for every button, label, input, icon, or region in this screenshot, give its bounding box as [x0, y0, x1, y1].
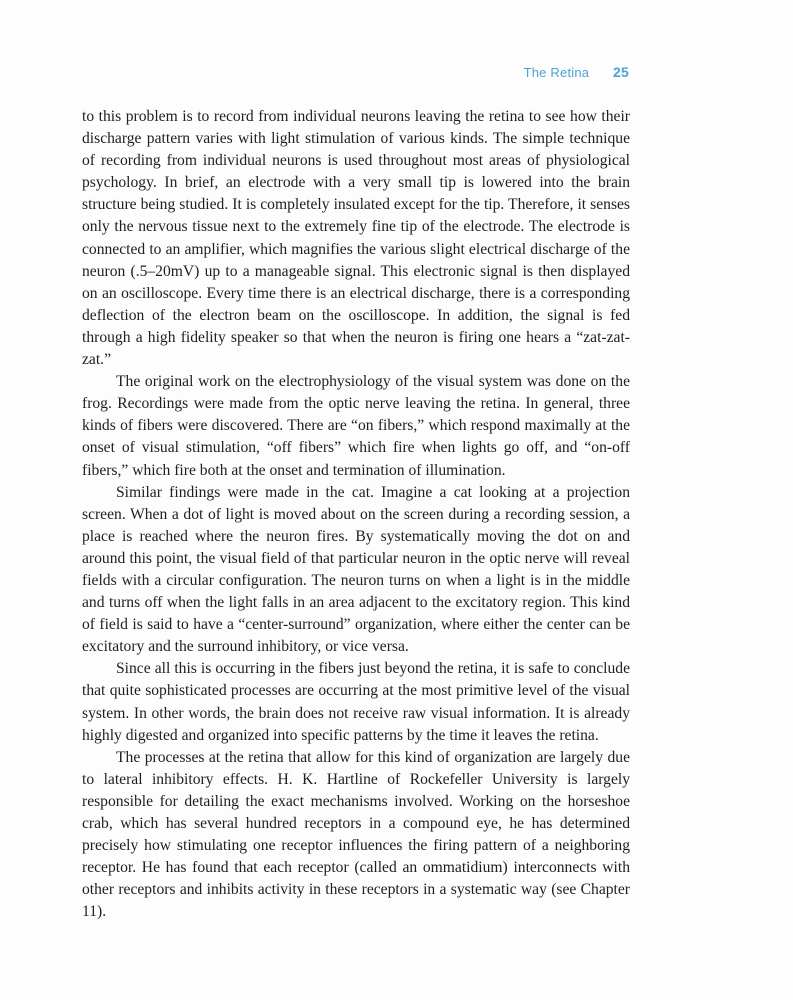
paragraph-lateral-inhibition: The processes at the retina that allow for this kind of organization are largely due to lateral inhibitory effects. H. K. Hartline of Rockefeller University is largely responsible for detailing the exact mechanisms involved. Working on the horseshoe crab, which has several hundred receptors in a compound eye, he has determined precisely how stimulating one receptor influences the firing pattern of a neighboring receptor. He has found that each receptor (called an ommatidium) interconnects with other receptors and inhibits activity in these receptors in a systematic way (see Chapter 11).: [82, 748, 630, 921]
chapter-title: The Retina: [523, 65, 590, 80]
body-text: [82, 106, 630, 923]
page-number: 25: [613, 64, 629, 80]
running-head: [524, 64, 629, 80]
paragraph-continuation: to this problem is to record from individual neurons leaving the retina to see how their discharge pattern varies with light stimulation of various kinds. The simple technique of recording from individual neurons is used throughout most areas of physiological psychology. In brief, an electrode with a very small tip is lowered into the brain structure being studied. It is completely insulated except for the tip. Therefore, it senses only the nervous tissue next to the extremely fine tip of the electrode. The electrode is connected to an amplifier, which magnifies the various slight electrical discharge of the neuron (.5–20mV) up to a manageable signal. This electronic signal is then displayed on an oscilloscope. Every time there is an electrical discharge, there is a corresponding deflection of the electron beam on the oscilloscope. In addition, the signal is fed through a high fidelity speaker so that when the neuron is firing one hears a “zat-zat-zat.”: [82, 108, 630, 369]
paragraph-sophisticated-processes: Since all this is occurring in the fibers just beyond the retina, it is safe to conclude that quite sophisticated processes are occurring at the most primitive level of the visual system. In other words, the brain does not receive raw visual information. It is already highly digested and organized into specific patterns by the time it leaves the retina.: [82, 660, 630, 744]
paragraph-cat-findings: Similar findings were made in the cat. Imagine a cat looking at a projection screen. When a dot of light is moved about on the screen during a recording session, a place is reached where the neuron fires. By systematically moving the dot on and around this point, the visual field of that particular neuron in the optic nerve will reveal fields with a circular configuration. The neuron turns on when a light is in the middle and turns off when the light falls in an area adjacent to the excitatory region. This kind of field is said to have a “center-surround” organization, where either the center can be excitatory and the surround inhibitory, or vice versa.: [82, 483, 630, 656]
paragraph-frog-electrophysiology: The original work on the electrophysiology of the visual system was done on the frog. Recordings were made from the optic nerve leaving the retina. In general, three kinds of fibers were discovered. There are “on fibers,” which respond maximally at the onset of visual stimulation, “off fibers” which fire when lights go off, and “on-off fibers,” which fire both at the onset and termination of illumination.: [82, 373, 630, 479]
